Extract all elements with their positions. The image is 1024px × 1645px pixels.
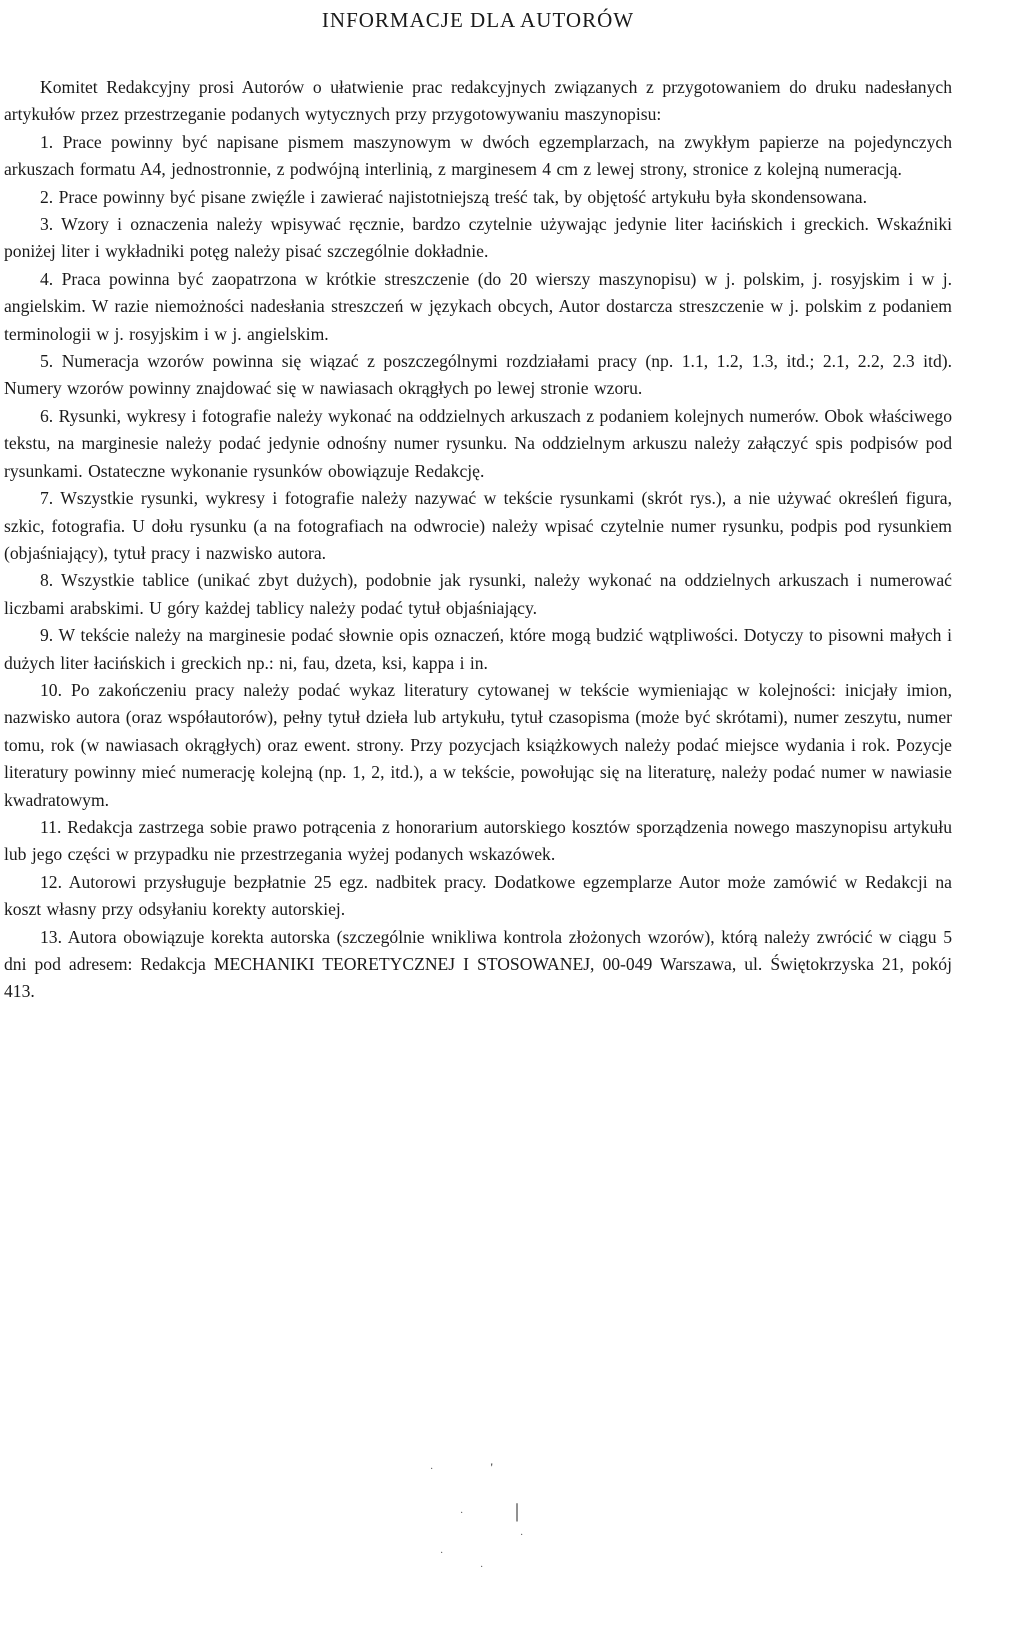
guideline-item-10: 10. Po zakończeniu pracy należy podać wykaz literatury cytowanej w tekście wymieniając w kolejności: inicjały imion, nazwisko autora (oraz współautorów), pełny tytuł dzieła lub artykułu, tytuł czasopisma (może być skrótami), numer zeszytu, numer tomu, rok (w nawiasach okrągłych) oraz ewent. strony. Przy pozycjach książkowych należy podać miejsce wydania i rok. Pozycje literatury powinny mieć numerację kolejną (np. 1, 2, itd.), a w tekście, powołując się na literaturę, należy podać numer w nawiasie kwadratowym. [4, 679, 952, 810]
scan-speck: · [460, 1508, 464, 1519]
scan-speck: | [515, 1500, 520, 1522]
guideline-item-13: 13. Autora obowiązuje korekta autorska (szczególnie wnikliwa kontrola złożonych wzorów), którą należy zwrócić w ciągu 5 dni pod adresem: Redakcja MECHANIKI TEORETYCZNEJ I STOSOWANEJ, 00-049 Warszawa, ul. Świętokrzyska 21, pokój 413. [4, 926, 952, 1002]
scan-speck: ' [490, 1460, 494, 1474]
guideline-item-4: 4. Praca powinna być zaopatrzona w krótkie streszczenie (do 20 wierszy maszynopisu) w j. polskim, j. rosyjskim i w j. angielskim. W razie niemożności nadesłania streszczeń w językach obcych, Autor dostarcza streszczenie w j. polskim z podaniem terminologii w j. rosyjskim i w j. angielskim. [4, 268, 952, 344]
document-page [4, 0, 952, 1006]
guideline-item-8: 8. Wszystkie tablice (unikać zbyt dużych), podobnie jak rysunki, należy wykonać na oddzielnych arkuszach i numerować liczbami arabskimi. U góry każdej tablicy należy podać tytuł objaśniający. [4, 570, 952, 618]
document-body [4, 74, 952, 1006]
guideline-item-9: 9. W tekście należy na marginesie podać słownie opis oznaczeń, które mogą budzić wątpliwości. Dotyczy to pisowni małych i dużych liter łacińskich i greckich np.: ni, fau, dzeta, ksi, kappa i in. [4, 625, 952, 673]
guideline-item-2: 2. Prace powinny być pisane zwięźle i zawierać najistotniejszą treść tak, by objętość artykułu była skondensowana. [40, 186, 867, 207]
guideline-item-12: 12. Autorowi przysługuje bezpłatnie 25 egz. nadbitek pracy. Dodatkowe egzemplarze Autor może zamówić w Redakcji na koszt własny przy odsyłaniu korekty autorskiej. [4, 871, 952, 920]
guideline-item-6: 6. Rysunki, wykresy i fotografie należy wykonać na oddzielnych arkuszach z podaniem kolejnych numerów. Obok właściwego tekstu, na marginesie należy podać jedynie odnośny numer rysunku. Na oddzielnym arkuszu należy załączyć spis podpisów pod rysunkami. Ostateczne wykonanie rysunków obowiązuje Redakcję. [4, 405, 952, 481]
scan-speck: · [430, 1464, 434, 1475]
guideline-item-7: 7. Wszystkie rysunki, wykresy i fotografie należy nazywać w tekście rysunkami (skrót rys.), a nie używać określeń figura, szkic, fotografia. U dołu rysunku (a na fotografiach na odwrocie) należy wpisać czytelnie numer rysunku, podpis pod rysunkiem (objaśniający), tytuł pracy i nazwisko autora. [4, 488, 952, 563]
guideline-item-11: 11. Redakcja zastrzega sobie prawo potrącenia z honorarium autorskiego kosztów sporządzenia nowego maszynopisu artykułu lub jego części w przypadku nie przestrzegania wyżej podanych wskazówek. [4, 816, 952, 865]
guideline-item-3: 3. Wzory i oznaczenia należy wpisywać ręcznie, bardzo czytelnie używając jedynie liter łacińskich i greckich. Wskaźniki poniżej liter i wykładniki potęg należy pisać szczególnie dokładnie. [4, 214, 952, 262]
scan-noise-marks [420, 1450, 560, 1573]
intro-paragraph: Komitet Redakcyjny prosi Autorów o ułatwienie prac redakcyjnych związanych z przygotowaniem do druku nadesłanych artykułów przez przestrzeganie podanych wytycznych przy przygotowywaniu maszynopisu: [4, 77, 952, 125]
page-title: INFORMACJE DLA AUTORÓW [321, 8, 635, 32]
scan-speck: · [440, 1548, 444, 1559]
scan-speck: · [480, 1562, 484, 1573]
guideline-item-1: 1. Prace powinny być napisane pismem maszynowym w dwóch egzemplarzach, na zwykłym papierze na pojedynczych arkuszach formatu A4, jednostronnie, z podwójną interlinią, z marginesem 4 cm z lewej strony, stronice z kolejną numeracją. [4, 131, 952, 180]
scan-speck: · [520, 1530, 524, 1541]
guideline-item-5: 5. Numeracja wzorów powinna się wiązać z poszczególnymi rozdziałami pracy (np. 1.1, 1.2, 1.3, itd.; 2.1, 2.2, 2.3 itd). Numery wzorów powinny znajdować się w nawiasach okrągłych po lewej stronie wzoru. [4, 351, 952, 399]
